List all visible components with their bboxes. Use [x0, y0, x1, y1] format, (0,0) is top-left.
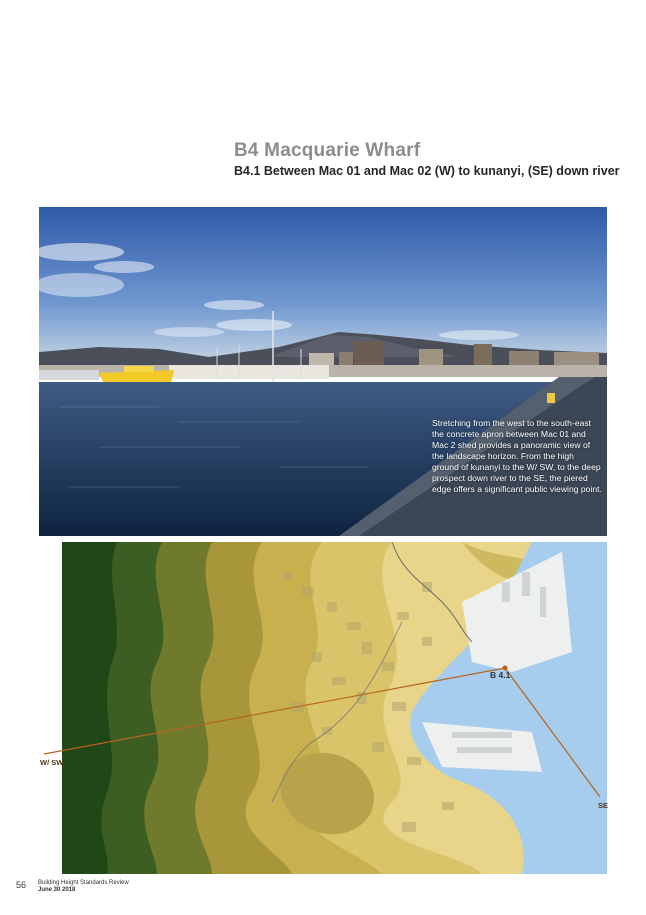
contour-map	[40, 542, 609, 874]
section-title: B4 Macquarie Wharf	[234, 140, 421, 161]
direction-label-west: W/ SW	[40, 758, 64, 767]
direction-label-se: SE	[598, 801, 609, 810]
footer-date: June 30 2018	[38, 887, 76, 893]
contour-map-illustration	[62, 542, 607, 874]
section-subtitle: B4.1 Between Mac 01 and Mac 02 (W) to kunanyi, (SE) down river	[234, 164, 620, 178]
viewpoint-label: B 4.1	[490, 670, 511, 680]
harbour-photo	[39, 207, 607, 536]
page-number: 56	[16, 880, 27, 890]
photo-caption: Stretching from the west to the south-east the concrete apron between Mac 01 and Mac 2 shed provides a panoramic view of the landscape horizon. From the high ground of kunanyi to the W/ SW, to the deep prospect down river to the SE, the piered edge offers a significant public viewing point.	[432, 418, 602, 494]
footer-document	[38, 880, 129, 894]
footer-document-title: Building Height Standards Review	[38, 880, 129, 886]
